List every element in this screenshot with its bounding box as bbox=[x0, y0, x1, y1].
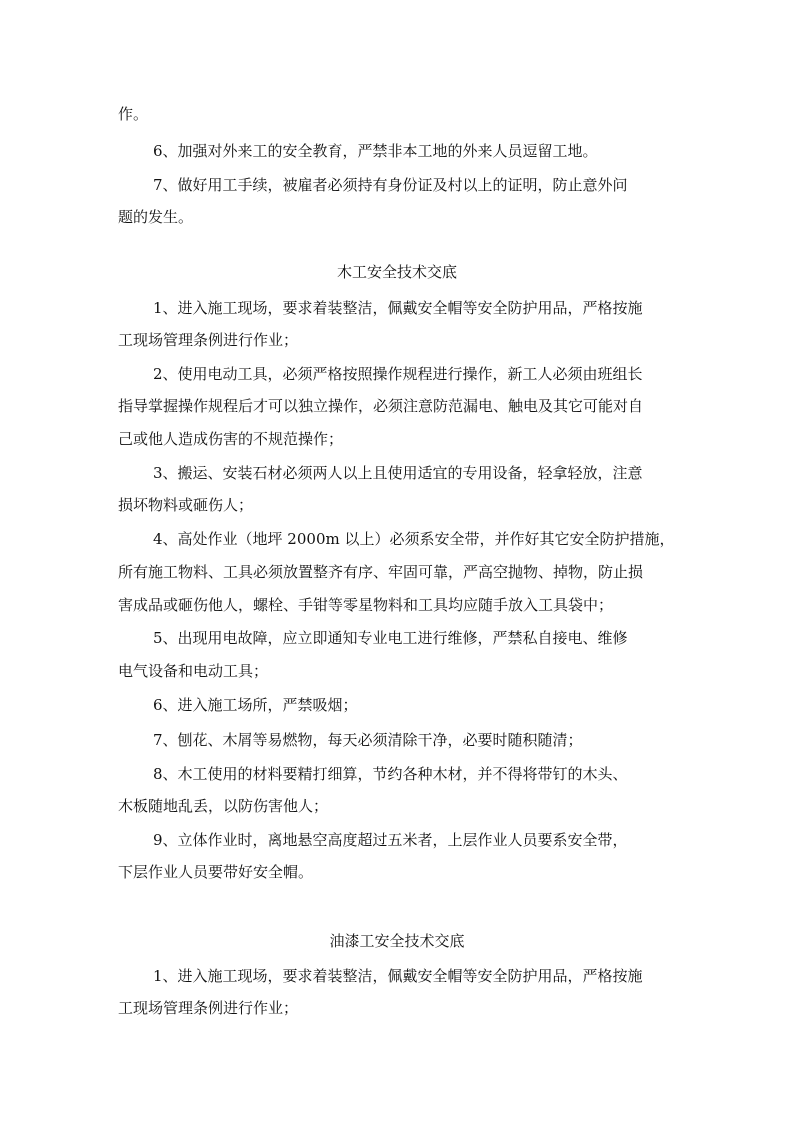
carpentry-item-1-line-1: 1、进入施工现场，要求着装整洁，佩戴安全帽等安全防护用品，严格按施 bbox=[153, 299, 643, 317]
carpentry-item-2-line-1: 2、使用电动工具，必须严格按照操作规程进行操作，新工人必须由班组长 bbox=[153, 365, 643, 383]
carpentry-item-4-line-1: 4、高处作业（地坪 2000m 以上）必须系安全带，并作好其它安全防护措施， bbox=[153, 530, 675, 548]
carpentry-item-2-line-3: 己或他人造成伤害的不规范操作； bbox=[118, 430, 344, 448]
painting-item-1-line-2: 工现场管理条例进行作业； bbox=[118, 999, 299, 1017]
carpentry-section-title: 木工安全技术交底 bbox=[336, 263, 457, 281]
painting-item-1-line-1: 1、进入施工现场，要求着装整洁，佩戴安全帽等安全防护用品，严格按施 bbox=[153, 967, 643, 985]
carpentry-item-7: 7、刨花、木屑等易燃物，每天必须清除干净，必要时随积随清； bbox=[153, 731, 583, 749]
continued-line: 作。 bbox=[118, 105, 149, 123]
carpentry-item-3-line-1: 3、搬运、安装石材必须两人以上且使用适宜的专用设备，轻拿轻放，注意 bbox=[153, 464, 643, 482]
carpentry-item-8-line-2: 木板随地乱丢，以防伤害他人； bbox=[118, 797, 329, 815]
carpentry-item-6: 6、进入施工场所，严禁吸烟； bbox=[153, 696, 358, 714]
painting-section-title: 油漆工安全技术交底 bbox=[329, 932, 465, 950]
carpentry-item-9-line-1: 9、立体作业时，离地悬空高度超过五米者，上层作业人员要系安全带， bbox=[153, 831, 628, 849]
intro-item-7-line-1: 7、做好用工手续，被雇者必须持有身份证及村以上的证明，防止意外问 bbox=[153, 176, 628, 194]
intro-item-6: 6、加强对外来工的安全教育，严禁非本工地的外来人员逗留工地。 bbox=[153, 142, 598, 160]
intro-item-7-line-2: 题的发生。 bbox=[118, 208, 194, 226]
carpentry-item-8-line-1: 8、木工使用的材料要精打细算，节约各种木材，并不得将带钉的木头、 bbox=[153, 765, 628, 783]
carpentry-item-1-line-2: 工现场管理条例进行作业； bbox=[118, 331, 299, 349]
carpentry-item-2-line-2: 指导掌握操作规程后才可以独立操作，必须注意防范漏电、触电及其它可能对自 bbox=[118, 397, 644, 415]
carpentry-item-3-line-2: 损坏物料或砸伤人； bbox=[118, 496, 254, 514]
carpentry-item-5-line-1: 5、出现用电故障，应立即通知专业电工进行维修，严禁私自接电、维修 bbox=[153, 629, 628, 647]
carpentry-item-9-line-2: 下层作业人员要带好安全帽。 bbox=[118, 863, 314, 881]
carpentry-item-4-line-2: 所有施工物料、工具必须放置整齐有序、牢固可靠，严高空抛物、掉物，防止损 bbox=[118, 563, 644, 581]
carpentry-item-4-line-3: 害成品或砸伤他人，螺栓、手钳等零星物料和工具均应随手放入工具袋中； bbox=[118, 596, 614, 614]
carpentry-item-5-line-2: 电气设备和电动工具； bbox=[118, 662, 269, 680]
